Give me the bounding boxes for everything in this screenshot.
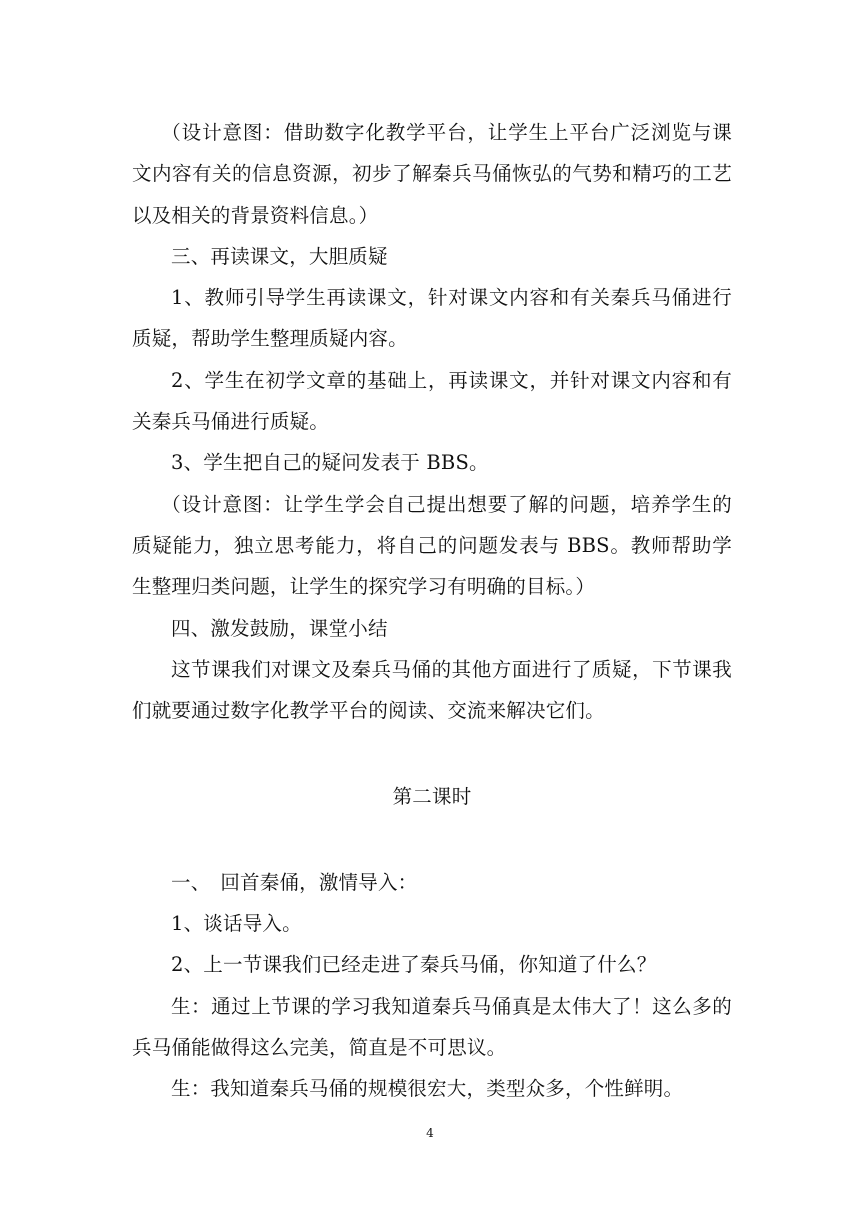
- design-intent-paragraph: （设计意图：借助数字化教学平台，让学生上平台广泛浏览与课文内容有关的信息资源，初步了解秦兵马俑恢弘的气势和精巧的工艺以及相关的背景资料信息。）: [132, 121, 732, 227]
- body-paragraph: 1、教师引导学生再读课文，针对课文内容和有关秦兵马俑进行质疑，帮助学生整理质疑内容。: [132, 286, 732, 351]
- section-heading: 一、 回首秦俑，激情导入：: [171, 870, 418, 894]
- body-paragraph: 3、学生把自己的疑问发表于 BBS。: [171, 451, 489, 475]
- body-paragraph: 2、学生在初学文章的基础上，再读课文，并针对课文内容和有关秦兵马俑进行质疑。: [132, 368, 732, 434]
- lesson-title: 第二课时: [392, 785, 472, 809]
- body-paragraph: 1、谈话导入。: [171, 912, 302, 936]
- design-intent-paragraph: （设计意图：让学生学会自己提出想要了解的问题，培养学生的质疑能力，独立思考能力，将自己的问题发表与 BBS。教师帮助学生整理归类问题，让学生的探究学习有明确的目标。）: [132, 492, 732, 599]
- page-number: 4: [426, 1126, 434, 1140]
- section-heading: 四、激发鼓励，课堂小结: [171, 616, 388, 640]
- body-paragraph: 生：通过上节课的学习我知道秦兵马俑真是太伟大了！这么多的兵马俑能做得这么完美，简直是不可思议。: [132, 994, 732, 1059]
- body-paragraph: 生：我知道秦兵马俑的规模很宏大，类型众多，个性鲜明。: [171, 1077, 684, 1101]
- body-paragraph: 这节课我们对课文及秦兵马俑的其他方面进行了质疑，下节课我们就要通过数字化教学平台的阅读、交流来解决它们。: [132, 657, 732, 723]
- document-body: [132, 112, 732, 1110]
- section-heading: 三、再读课文，大胆质疑: [171, 244, 388, 268]
- body-paragraph: 2、上一节课我们已经走进了秦兵马俑，你知道了什么？: [171, 953, 657, 977]
